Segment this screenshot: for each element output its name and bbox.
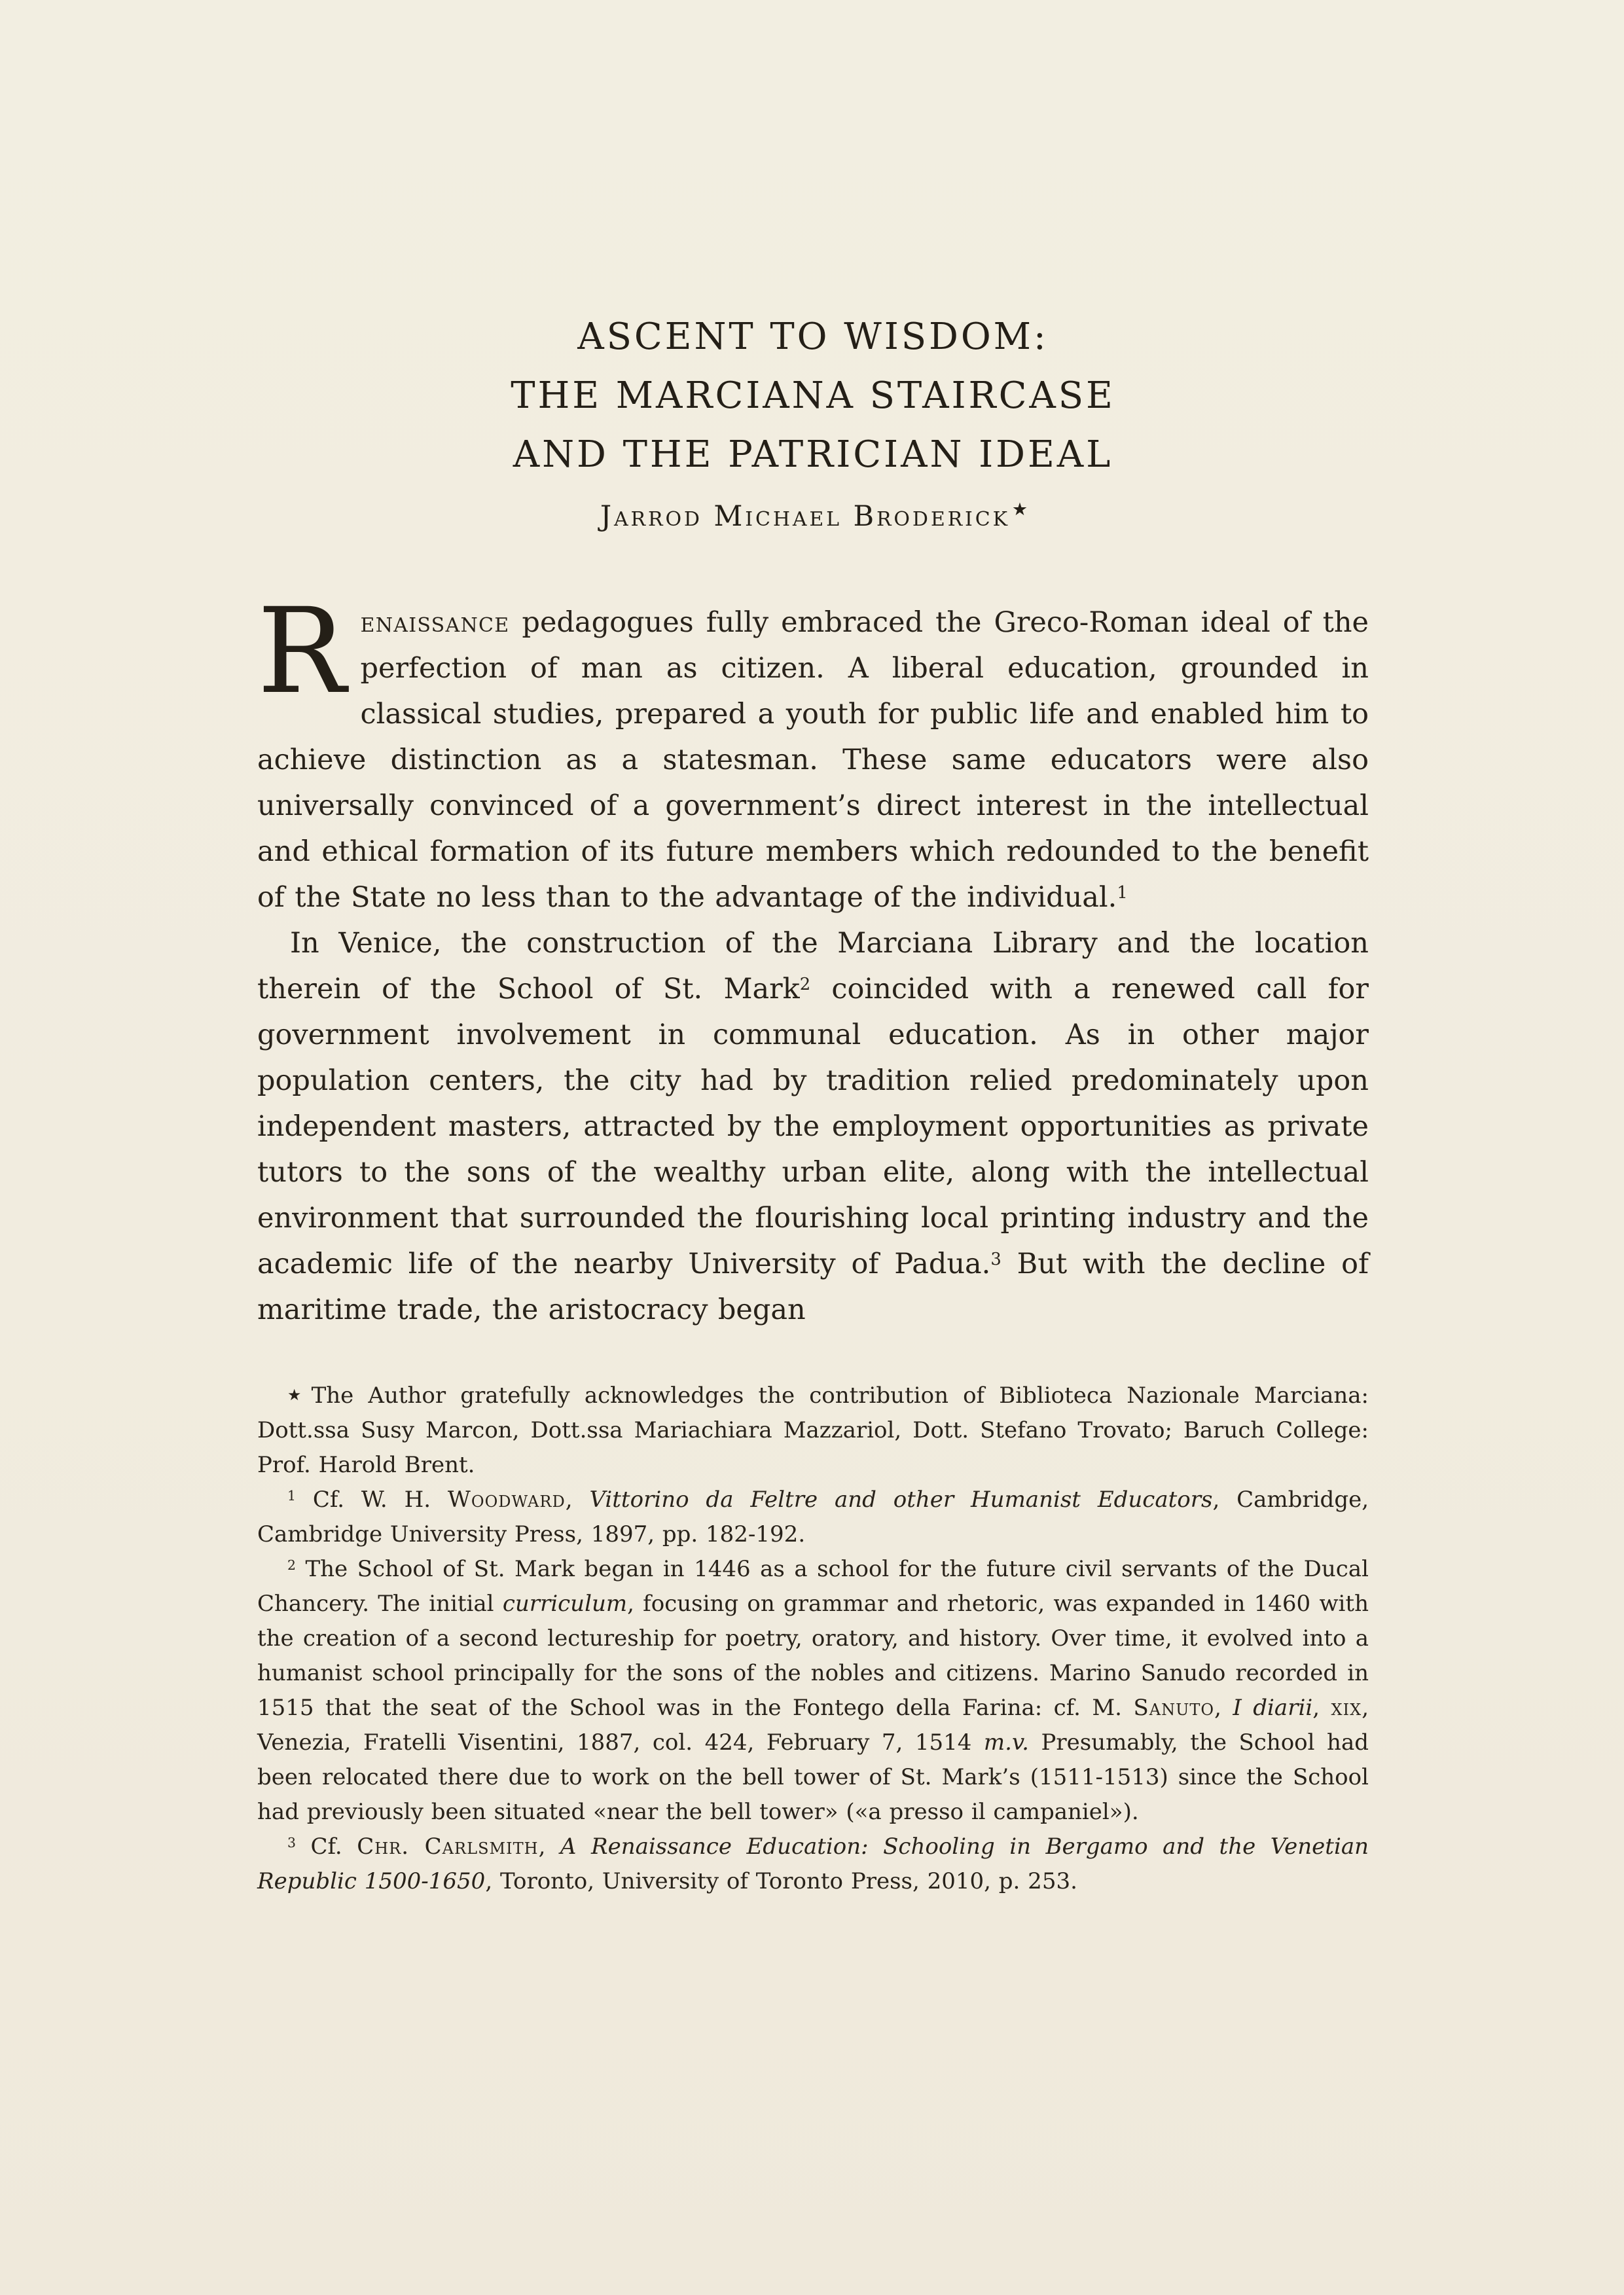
- text-segment: xix: [1331, 1695, 1362, 1721]
- footnote-1: [257, 1483, 1369, 1552]
- title-line-2: THE MARCIANA STAIRCASE: [511, 374, 1115, 417]
- text-segment: Sanuto: [1133, 1695, 1215, 1721]
- text-segment: Presumably, the School had been relocated there due to work on the bell tower of St. Mark’s (1511-1513) since the School had previously been situated «near the bell tower» («a presso il campaniel»).: [257, 1729, 1369, 1825]
- text-segment: ,: [1214, 1695, 1233, 1721]
- paragraph-2: [257, 920, 1369, 1333]
- article-title: [257, 0, 1369, 484]
- text-segment: , Cambridge, Cambridge University Press, 1897, pp. 182-192.: [257, 1487, 1369, 1547]
- paragraph-1-text: [257, 606, 1369, 914]
- text-segment: A Renaissance Education: Schooling in Bergamo and the Venetian Republic 1500-1650: [257, 1834, 1369, 1894]
- paragraph-2-text: [257, 927, 1369, 1326]
- text-segment: Cf.: [295, 1834, 357, 1860]
- article-body: [257, 583, 1369, 1333]
- text-segment: , Venezia, Fratelli Visentini, 1887, col. 424, February 7, 1514: [257, 1695, 1369, 1756]
- text-segment: , focusing on grammar and rhetoric, was expanded in 1460 with the creation of a second lectureship for poetry, oratory, and history. Over time, it evolved into a humanist school principally for the sons of the nobles and citizens. Marino Sanudo recorded in 1515 that the seat of the School was in the Fontego della Farina: cf. M.: [257, 1591, 1369, 1721]
- text-segment: I diarii: [1233, 1695, 1313, 1721]
- text-segment: 1: [287, 1487, 296, 1504]
- footnote-star: [257, 1379, 1369, 1483]
- author-byline: [257, 500, 1369, 533]
- text-segment: ,: [1312, 1695, 1331, 1721]
- footnotes-section: [257, 1379, 1369, 1899]
- text-segment: 2: [799, 975, 811, 995]
- text-segment: enaissance: [360, 606, 510, 639]
- text-segment: 2: [287, 1557, 296, 1573]
- author-name: Jarrod Michael Broderick: [600, 500, 1010, 533]
- text-segment: Chr. Carlsmith: [357, 1834, 539, 1860]
- drop-cap: R: [257, 583, 346, 720]
- text-segment: pedagogues fully embraced the Greco-Roman ideal of the perfection of man as citizen. A liberal education, grounded in classical studies, prepared a youth for public life and enabled him to achieve distinction as a statesman. These same educators were also universally convinced of a government’s direct interest in the intellectual and ethical formation of its future members which redounded to the benefit of the State no less than to the advantage of the individual.: [257, 606, 1369, 914]
- footnote-2: [257, 1552, 1369, 1830]
- text-segment: The School of St. Mark began in 1446 as a school for the future civil servants of the Ducal Chancery. The initial: [257, 1556, 1369, 1617]
- text-segment: In Venice, the construction of the Marciana Library and the location therein of the School of St. Mark: [257, 927, 1369, 1005]
- text-segment: curriculum: [502, 1591, 628, 1617]
- text-segment: Cf. W. H.: [295, 1487, 448, 1513]
- text-segment: 3: [287, 1834, 296, 1851]
- text-segment: m.v.: [983, 1729, 1029, 1756]
- text-segment: ,: [538, 1834, 560, 1860]
- footnote-3-text: [257, 1834, 1369, 1894]
- title-line-3: AND THE PATRICIAN IDEAL: [513, 433, 1113, 476]
- text-segment: , Toronto, University of Toronto Press, 2010, p. 253.: [485, 1868, 1077, 1894]
- text-segment: Vittorino da Feltre and other Humanist Educators: [589, 1487, 1213, 1513]
- footnote-star-text: [257, 1382, 1369, 1478]
- text-segment: 1: [1117, 883, 1128, 903]
- text-segment: coincided with a renewed call for government involvement in communal education. As in other major population centers, the city had by tradition relied predominately upon independent masters, attracted by the employment opportunities as private tutors to the sons of the wealthy urban elite, along with the intellectual environment that surrounded the flourishing local printing industry and the academic life of the nearby University of Padua.: [257, 973, 1369, 1280]
- text-segment: ,: [565, 1487, 590, 1513]
- title-line-1: ASCENT TO WISDOM:: [577, 316, 1049, 358]
- footnote-2-text: [257, 1556, 1369, 1825]
- text-segment: But with the decline of maritime trade, the aristocracy began: [257, 1248, 1369, 1326]
- footnote-1-text: [257, 1487, 1369, 1547]
- text-segment: 3: [990, 1250, 1001, 1270]
- text-segment: The Author gratefully acknowledges the contribution of Biblioteca Nazionale Marciana: Dott.ssa Susy Marcon, Dott.ssa Mariachiara Mazzariol, Dott. Stefano Trovato; Baruch College: Prof. Harold Brent.: [257, 1382, 1369, 1478]
- paragraph-1: [257, 583, 1369, 920]
- footnote-3: [257, 1830, 1369, 1899]
- text-column: [257, 0, 1369, 1899]
- text-segment: ★: [287, 1386, 308, 1405]
- author-footnote-star-icon: ★: [1011, 499, 1028, 520]
- text-segment: Woodward: [447, 1487, 566, 1513]
